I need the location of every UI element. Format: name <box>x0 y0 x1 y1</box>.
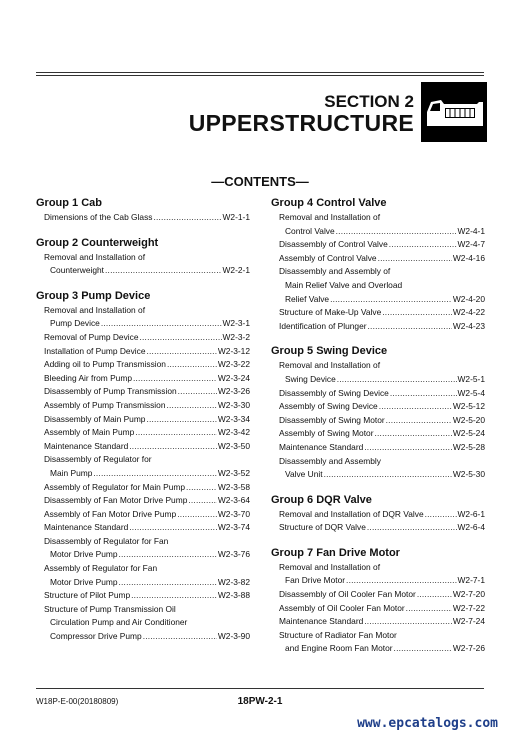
toc-entry[interactable] <box>271 252 485 266</box>
toc-entry-page: W2-3-64 <box>217 495 250 506</box>
header-rule-secondary <box>36 75 484 76</box>
toc-entry-page: W2-3-90 <box>217 631 250 642</box>
toc-entry-title: Disassembly and Assembly of <box>279 266 391 277</box>
toc-entry[interactable] <box>271 615 485 629</box>
dot-leader <box>382 306 452 320</box>
toc-entry-title: Removal of Pump Device <box>44 331 139 342</box>
header-rule <box>36 72 484 73</box>
dot-leader <box>425 508 457 522</box>
toc-entry-title: Removal and Installation of <box>44 304 146 315</box>
toc-entry-page: W2-3-74 <box>217 522 250 533</box>
document-code: W18P-E-00(20180809) <box>36 697 119 706</box>
dot-leader <box>378 252 452 266</box>
toc-entry-title: Disassembly of Regulator for Fan <box>44 535 169 546</box>
toc-entry-title: Assembly of Pump Transmission <box>44 399 166 410</box>
toc-entry-page: W2-4-1 <box>457 225 485 236</box>
toc-entry[interactable] <box>36 535 250 549</box>
toc-entry[interactable] <box>271 320 485 334</box>
dot-leader <box>153 211 221 225</box>
dot-leader <box>386 414 452 428</box>
toc-entry[interactable] <box>271 359 485 373</box>
toc-entry[interactable] <box>271 238 485 252</box>
dot-leader <box>186 481 217 495</box>
toc-entry[interactable] <box>271 293 485 307</box>
toc-entry-title: Disassembly of Oil Cooler Fan Motor <box>279 589 416 600</box>
toc-entry-page: W2-1-1 <box>222 212 250 222</box>
toc-entry[interactable] <box>271 521 485 535</box>
dot-leader <box>390 387 457 401</box>
dot-leader <box>177 508 217 522</box>
group-title: Group 6 DQR Valve <box>271 493 372 506</box>
toc-entry-page: W2-2-1 <box>222 265 250 276</box>
toc-entry[interactable] <box>36 616 250 630</box>
dot-leader <box>368 320 452 334</box>
toc-entry-title: Swing Device <box>285 373 336 384</box>
toc-entry-title: Removal and Installation of <box>279 561 381 572</box>
dot-leader <box>367 521 457 535</box>
toc-entry-page: W2-5-30 <box>452 469 485 480</box>
toc-entry-title: Disassembly of Swing Motor <box>279 414 385 425</box>
toc-entry-title: Disassembly of Control Valve <box>279 239 388 250</box>
toc-entry-title: Main Relief Valve and Overload <box>285 279 403 290</box>
group-title: Group 5 Swing Device <box>271 345 388 358</box>
dot-leader <box>375 427 452 441</box>
toc-entry-page: W2-3-52 <box>217 467 250 478</box>
toc-entry-title: Identification of Plunger <box>279 320 367 331</box>
toc-entry-title: Relief Valve <box>285 293 330 304</box>
toc-entry-page: W2-7-22 <box>452 602 485 613</box>
dot-leader <box>417 588 452 602</box>
dot-leader <box>129 440 217 454</box>
toc-left-column <box>36 196 250 644</box>
toc-entry[interactable] <box>36 413 250 427</box>
toc-entry-page: W2-5-1 <box>457 373 485 384</box>
toc-entry-page: W2-3-26 <box>217 386 250 397</box>
toc-entry[interactable] <box>271 400 485 414</box>
section-label: SECTION 2 <box>324 92 414 111</box>
toc-entry-title: Structure of Pump Transmission Oil <box>44 603 176 614</box>
toc-entry-title: Maintenance Standard <box>44 440 129 451</box>
toc-entry-title: Assembly of Regulator for Main Pump <box>44 481 186 492</box>
toc-entry-title: Main Pump <box>50 467 93 478</box>
dot-leader <box>336 225 457 239</box>
toc-entry[interactable] <box>36 345 250 359</box>
dot-leader <box>389 238 457 252</box>
dot-leader <box>166 399 216 413</box>
contents-heading: —CONTENTS— <box>211 174 309 189</box>
dot-leader <box>135 426 217 440</box>
toc-entry-title: Circulation Pump and Air Conditioner <box>50 617 188 628</box>
section-title: UPPERSTRUCTURE <box>188 110 414 136</box>
toc-entry[interactable] <box>271 373 485 387</box>
toc-entry-page: W2-4-20 <box>452 293 485 304</box>
toc-entry-title: Disassembly of Main Pump <box>44 413 146 424</box>
toc-entry[interactable] <box>36 467 250 481</box>
toc-entry-title: Removal and Installation of DQR Valve <box>279 508 424 519</box>
toc-entry[interactable] <box>271 306 485 320</box>
toc-entry-page: W2-3-76 <box>217 549 250 560</box>
dot-leader <box>118 576 216 590</box>
dot-leader <box>406 602 452 616</box>
toc-entry-title: Assembly of Swing Motor <box>279 428 374 439</box>
toc-entry-page: W2-7-26 <box>452 643 485 654</box>
toc-entry-page: W2-5-20 <box>452 414 485 425</box>
toc-entry[interactable] <box>36 453 250 467</box>
dot-leader <box>364 615 452 629</box>
toc-entry[interactable] <box>36 426 250 440</box>
dot-leader <box>394 642 452 656</box>
toc-entry[interactable] <box>271 629 485 643</box>
toc-entry[interactable] <box>271 414 485 428</box>
dot-leader <box>146 413 216 427</box>
toc-entry[interactable] <box>271 265 485 279</box>
toc-entry-title: Pump Device <box>50 318 100 329</box>
toc-entry-title: Removal and Installation of <box>44 251 146 262</box>
watermark: www.epcatalogs.com <box>357 716 498 731</box>
toc-entry-title: Assembly of Oil Cooler Fan Motor <box>279 602 405 613</box>
toc-entry-title: Disassembly of Pump Transmission <box>44 386 177 397</box>
dot-leader <box>337 373 457 387</box>
toc-entry-title: Counterweight <box>50 265 105 276</box>
toc-entry[interactable] <box>36 521 250 535</box>
toc-entry[interactable] <box>271 588 485 602</box>
toc-entry[interactable] <box>36 251 250 265</box>
toc-entry[interactable] <box>271 574 485 588</box>
dot-leader <box>133 372 217 386</box>
dot-leader <box>167 358 217 372</box>
toc-entry-title: Maintenance Standard <box>279 441 364 452</box>
toc-entry[interactable] <box>36 589 250 603</box>
toc-entry-page: W2-5-12 <box>452 401 485 412</box>
dot-leader <box>324 468 452 482</box>
toc-entry-title: Assembly of Fan Motor Drive Pump <box>44 508 177 519</box>
group-title: Group 2 Counterweight <box>36 236 159 249</box>
toc-entry[interactable] <box>271 427 485 441</box>
dot-leader <box>118 548 216 562</box>
toc-entry[interactable] <box>36 211 250 225</box>
toc-entry-page: W2-3-22 <box>217 359 250 370</box>
toc-entry-title: Dimensions of the Cab Glass <box>44 212 153 222</box>
toc-entry[interactable] <box>271 387 485 401</box>
toc-entry[interactable] <box>36 508 250 522</box>
toc-entry-title: Adding oil to Pump Transmission <box>44 359 166 370</box>
toc-entry[interactable] <box>271 455 485 469</box>
toc-entry[interactable] <box>271 561 485 575</box>
group-title: Group 4 Control Valve <box>271 197 387 209</box>
group-title: Group 7 Fan Drive Motor <box>271 546 400 559</box>
toc-entry-title: Control Valve <box>285 225 335 236</box>
toc-entry-page: W2-3-12 <box>217 345 250 356</box>
toc-entry[interactable] <box>36 372 250 386</box>
toc-entry[interactable] <box>36 481 250 495</box>
toc-entry[interactable] <box>271 508 485 522</box>
toc-entry[interactable] <box>36 317 250 331</box>
toc-entry-page: W2-7-1 <box>457 575 485 586</box>
toc-entry-page: W2-5-4 <box>457 387 485 398</box>
toc-entry[interactable] <box>271 225 485 239</box>
dot-leader <box>330 293 452 307</box>
toc-entry-page: W2-4-22 <box>452 307 485 318</box>
dot-leader <box>188 494 217 508</box>
toc-entry[interactable] <box>271 642 485 656</box>
toc-entry[interactable] <box>36 399 250 413</box>
crane-upperstructure-icon <box>421 82 487 142</box>
toc-entry[interactable] <box>36 440 250 454</box>
toc-entry[interactable] <box>36 264 250 278</box>
toc-entry[interactable] <box>36 331 250 345</box>
dot-leader <box>140 331 222 345</box>
toc-entry-page: W2-3-58 <box>217 481 250 492</box>
dot-leader <box>101 317 222 331</box>
toc-entry-title: Disassembly of Fan Motor Drive Pump <box>44 495 188 506</box>
toc-entry-title: Motor Drive Pump <box>50 549 118 560</box>
toc-entry[interactable] <box>36 385 250 399</box>
toc-entry-title: Maintenance Standard <box>279 616 364 627</box>
toc-entry[interactable] <box>36 576 250 590</box>
toc-entry-page: W2-3-30 <box>217 399 250 410</box>
toc-entry-page: W2-3-24 <box>217 372 250 383</box>
dot-leader <box>346 574 456 588</box>
toc-entry-page: W2-7-24 <box>452 616 485 627</box>
toc-entry-page: W2-3-82 <box>217 576 250 587</box>
toc-entry-title: Valve Unit <box>285 469 323 480</box>
toc-entry-page: W2-6-1 <box>457 508 485 519</box>
toc-entry-page: W2-6-4 <box>457 522 485 533</box>
toc-entry-page: W2-5-24 <box>452 428 485 439</box>
toc-entry[interactable] <box>271 468 485 482</box>
toc-entry-page: W2-3-88 <box>217 590 250 601</box>
toc-entry[interactable] <box>36 548 250 562</box>
toc-entry-page: W2-4-23 <box>452 320 485 331</box>
toc-entry[interactable] <box>36 603 250 617</box>
toc-entry-page: W2-4-7 <box>457 239 485 250</box>
group-title: Group 3 Pump Device <box>36 289 151 302</box>
dot-leader <box>146 345 216 359</box>
toc-entry-title: Structure of Radiator Fan Motor <box>279 629 397 640</box>
group-title: Group 1 Cab <box>36 197 103 209</box>
toc-entry-title: Removal and Installation of <box>279 360 381 371</box>
toc-entry[interactable] <box>36 494 250 508</box>
toc-entry-title: Bleeding Air from Pump <box>44 372 132 383</box>
toc-entry-page: W2-3-34 <box>217 413 250 424</box>
toc-entry[interactable] <box>36 630 250 644</box>
toc-entry-page: W2-7-20 <box>452 589 485 600</box>
toc-entry-title: Structure of Make-Up Valve <box>279 307 382 318</box>
toc-entry-title: Installation of Pump Device <box>44 345 146 356</box>
toc-entry[interactable] <box>271 441 485 455</box>
toc-entry[interactable] <box>36 304 250 318</box>
toc-entry-title: Structure of Pilot Pump <box>44 590 131 601</box>
toc-right-column <box>271 196 485 656</box>
toc-entry-page: W2-4-16 <box>452 252 485 263</box>
toc-entry-title: Disassembly of Regulator for <box>44 454 152 465</box>
dot-leader <box>93 467 217 481</box>
page-number: 18PW-2-1 <box>237 696 283 707</box>
toc-entry-page: W2-5-28 <box>452 441 485 452</box>
toc-entry[interactable] <box>271 211 485 225</box>
dot-leader <box>131 589 217 603</box>
dot-leader <box>105 264 222 278</box>
dot-leader <box>143 630 217 644</box>
toc-entry-title: Disassembly of Swing Device <box>279 387 389 398</box>
toc-entry-title: Assembly of Main Pump <box>44 427 135 438</box>
toc-entry-title: Assembly of Regulator for Fan <box>44 563 158 574</box>
toc-entry-title: Removal and Installation of <box>279 212 381 222</box>
toc-entry-title: Motor Drive Pump <box>50 576 118 587</box>
toc-entry-title: Assembly of Swing Device <box>279 401 378 412</box>
toc-entry-page: W2-3-42 <box>217 427 250 438</box>
toc-entry-title: and Engine Room Fan Motor <box>285 643 393 654</box>
toc-entry-page: W2-3-50 <box>217 440 250 451</box>
toc-entry[interactable] <box>36 358 250 372</box>
toc-entry-title: Maintenance Standard <box>44 522 129 533</box>
toc-entry-page: W2-3-1 <box>222 318 250 329</box>
dot-leader <box>178 385 217 399</box>
toc-entry-page: W2-3-2 <box>222 331 250 342</box>
footer-rule <box>36 688 484 689</box>
toc-entry-title: Compressor Drive Pump <box>50 631 142 642</box>
toc-entry-title: Structure of DQR Valve <box>279 522 366 533</box>
toc-entry[interactable] <box>36 562 250 576</box>
toc-entry[interactable] <box>271 279 485 293</box>
dot-leader <box>129 521 217 535</box>
toc-entry-page: W2-3-70 <box>217 508 250 519</box>
dot-leader <box>379 400 452 414</box>
dot-leader <box>364 441 452 455</box>
toc-entry-title: Fan Drive Motor <box>285 575 346 586</box>
toc-entry-title: Disassembly and Assembly <box>279 455 381 466</box>
toc-entry[interactable] <box>271 602 485 616</box>
toc-entry-title: Assembly of Control Valve <box>279 252 377 263</box>
